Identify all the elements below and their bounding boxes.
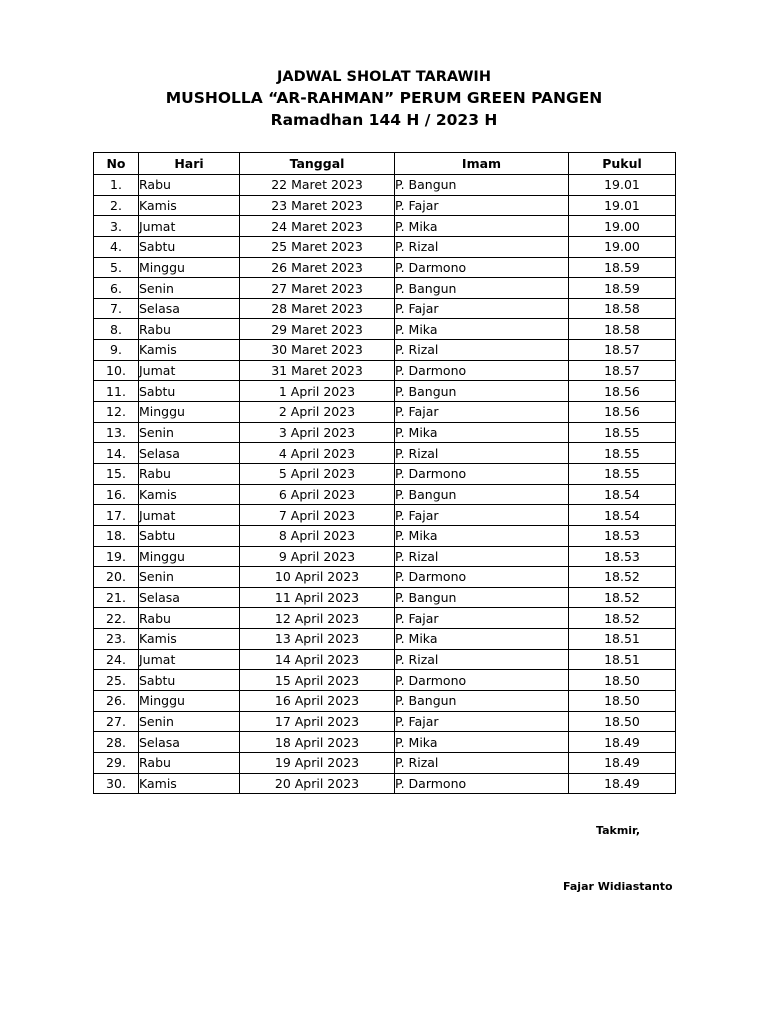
cell-no: 16. [94,484,139,505]
cell-no: 7. [94,298,139,319]
cell-hari: Minggu [139,402,240,423]
cell-pukul: 19.01 [569,175,676,196]
cell-hari: Selasa [139,298,240,319]
cell-imam: P. Darmono [395,463,569,484]
cell-hari: Senin [139,278,240,299]
cell-hari: Rabu [139,319,240,340]
cell-hari: Sabtu [139,670,240,691]
cell-tanggal: 11 April 2023 [240,587,395,608]
cell-no: 23. [94,629,139,650]
cell-tanggal: 12 April 2023 [240,608,395,629]
table-row [94,649,676,670]
table-row [94,587,676,608]
cell-pukul: 18.49 [569,773,676,794]
cell-imam: P. Bangun [395,484,569,505]
cell-tanggal: 3 April 2023 [240,422,395,443]
cell-imam: P. Fajar [395,608,569,629]
cell-hari: Senin [139,422,240,443]
cell-hari: Jumat [139,216,240,237]
cell-imam: P. Mika [395,629,569,650]
table-row [94,505,676,526]
cell-tanggal: 22 Maret 2023 [240,175,395,196]
cell-no: 5. [94,257,139,278]
title-line-2: MUSHOLLA “AR-RAHMAN” PERUM GREEN PANGEN [165,89,603,107]
cell-imam: P. Darmono [395,257,569,278]
cell-pukul: 18.54 [569,505,676,526]
cell-hari: Minggu [139,546,240,567]
cell-no: 30. [94,773,139,794]
signature-role: Takmir, [596,824,641,837]
cell-imam: P. Fajar [395,711,569,732]
cell-no: 15. [94,463,139,484]
cell-no: 10. [94,360,139,381]
cell-no: 17. [94,505,139,526]
cell-no: 12. [94,402,139,423]
table-row [94,608,676,629]
cell-tanggal: 4 April 2023 [240,443,395,464]
cell-pukul: 19.00 [569,216,676,237]
cell-tanggal: 16 April 2023 [240,691,395,712]
cell-pukul: 18.57 [569,360,676,381]
document-title [0,67,768,131]
cell-imam: P. Mika [395,422,569,443]
cell-imam: P. Rizal [395,752,569,773]
cell-pukul: 18.49 [569,732,676,753]
table-row [94,298,676,319]
cell-tanggal: 23 Maret 2023 [240,195,395,216]
cell-pukul: 18.52 [569,567,676,588]
cell-tanggal: 8 April 2023 [240,525,395,546]
cell-hari: Kamis [139,340,240,361]
cell-no: 8. [94,319,139,340]
table-header-row [94,153,676,175]
cell-imam: P. Darmono [395,360,569,381]
cell-tanggal: 5 April 2023 [240,463,395,484]
cell-imam: P. Fajar [395,505,569,526]
cell-hari: Rabu [139,175,240,196]
cell-pukul: 18.56 [569,381,676,402]
cell-pukul: 18.50 [569,691,676,712]
table-row [94,773,676,794]
cell-tanggal: 29 Maret 2023 [240,319,395,340]
title-line-1: JADWAL SHOLAT TARAWIH [277,69,491,85]
cell-tanggal: 10 April 2023 [240,567,395,588]
cell-pukul: 18.53 [569,546,676,567]
cell-hari: Kamis [139,629,240,650]
cell-tanggal: 20 April 2023 [240,773,395,794]
cell-tanggal: 17 April 2023 [240,711,395,732]
cell-imam: P. Bangun [395,278,569,299]
table-row [94,236,676,257]
cell-hari: Jumat [139,505,240,526]
cell-no: 1. [94,175,139,196]
cell-tanggal: 6 April 2023 [240,484,395,505]
table-row [94,484,676,505]
table-row [94,567,676,588]
cell-imam: P. Rizal [395,340,569,361]
cell-hari: Sabtu [139,381,240,402]
cell-no: 21. [94,587,139,608]
cell-imam: P. Fajar [395,402,569,423]
cell-pukul: 18.50 [569,711,676,732]
cell-no: 26. [94,691,139,712]
cell-imam: P. Bangun [395,381,569,402]
cell-tanggal: 28 Maret 2023 [240,298,395,319]
cell-imam: P. Darmono [395,773,569,794]
cell-no: 22. [94,608,139,629]
cell-hari: Rabu [139,608,240,629]
cell-tanggal: 7 April 2023 [240,505,395,526]
table-row [94,422,676,443]
cell-no: 25. [94,670,139,691]
cell-pukul: 18.59 [569,257,676,278]
cell-tanggal: 2 April 2023 [240,402,395,423]
cell-hari: Rabu [139,752,240,773]
column-header-pukul: Pukul [569,153,676,175]
cell-no: 19. [94,546,139,567]
cell-no: 18. [94,525,139,546]
cell-imam: P. Fajar [395,195,569,216]
table-row [94,340,676,361]
title-line-3: Ramadhan 144 H / 2023 H [270,111,498,129]
cell-imam: P. Mika [395,216,569,237]
cell-tanggal: 26 Maret 2023 [240,257,395,278]
tarawih-schedule-table [93,152,676,794]
cell-imam: P. Bangun [395,175,569,196]
table-row [94,319,676,340]
signature-name: Fajar Widiastanto [563,880,673,893]
cell-tanggal: 9 April 2023 [240,546,395,567]
cell-tanggal: 19 April 2023 [240,752,395,773]
table-row [94,752,676,773]
table-row [94,711,676,732]
cell-pukul: 18.49 [569,752,676,773]
cell-tanggal: 13 April 2023 [240,629,395,650]
cell-hari: Minggu [139,257,240,278]
cell-no: 6. [94,278,139,299]
cell-tanggal: 1 April 2023 [240,381,395,402]
cell-imam: P. Rizal [395,649,569,670]
cell-tanggal: 15 April 2023 [240,670,395,691]
table-row [94,629,676,650]
cell-no: 14. [94,443,139,464]
cell-pukul: 18.53 [569,525,676,546]
cell-imam: P. Mika [395,525,569,546]
table-row [94,381,676,402]
cell-pukul: 18.59 [569,278,676,299]
cell-no: 20. [94,567,139,588]
cell-hari: Selasa [139,587,240,608]
table-row [94,732,676,753]
table-row [94,175,676,196]
cell-pukul: 18.54 [569,484,676,505]
cell-pukul: 18.56 [569,402,676,423]
cell-no: 9. [94,340,139,361]
cell-no: 27. [94,711,139,732]
cell-hari: Kamis [139,484,240,505]
cell-pukul: 18.55 [569,443,676,464]
cell-no: 29. [94,752,139,773]
column-header-hari: Hari [139,153,240,175]
cell-pukul: 18.50 [569,670,676,691]
table-row [94,463,676,484]
cell-imam: P. Bangun [395,587,569,608]
cell-pukul: 18.57 [569,340,676,361]
cell-imam: P. Mika [395,732,569,753]
table-row [94,195,676,216]
cell-pukul: 18.55 [569,422,676,443]
table-row [94,278,676,299]
cell-hari: Sabtu [139,236,240,257]
cell-no: 3. [94,216,139,237]
cell-hari: Selasa [139,732,240,753]
table-row [94,216,676,237]
cell-imam: P. Darmono [395,567,569,588]
cell-tanggal: 25 Maret 2023 [240,236,395,257]
cell-hari: Jumat [139,649,240,670]
cell-imam: P. Rizal [395,443,569,464]
column-header-no: No [94,153,139,175]
cell-hari: Rabu [139,463,240,484]
cell-tanggal: 14 April 2023 [240,649,395,670]
table-row [94,546,676,567]
cell-imam: P. Mika [395,319,569,340]
cell-pukul: 18.58 [569,298,676,319]
table-row [94,443,676,464]
cell-hari: Sabtu [139,525,240,546]
table-row [94,257,676,278]
cell-hari: Minggu [139,691,240,712]
cell-pukul: 18.58 [569,319,676,340]
cell-no: 24. [94,649,139,670]
cell-hari: Kamis [139,773,240,794]
cell-pukul: 19.00 [569,236,676,257]
table-row [94,670,676,691]
cell-no: 13. [94,422,139,443]
cell-no: 4. [94,236,139,257]
cell-imam: P. Bangun [395,691,569,712]
table-row [94,402,676,423]
cell-pukul: 19.01 [569,195,676,216]
cell-hari: Senin [139,711,240,732]
cell-hari: Kamis [139,195,240,216]
cell-tanggal: 30 Maret 2023 [240,340,395,361]
table-row [94,360,676,381]
cell-tanggal: 31 Maret 2023 [240,360,395,381]
cell-hari: Senin [139,567,240,588]
cell-no: 11. [94,381,139,402]
cell-imam: P. Rizal [395,546,569,567]
cell-no: 2. [94,195,139,216]
cell-pukul: 18.52 [569,608,676,629]
column-header-imam: Imam [395,153,569,175]
cell-pukul: 18.55 [569,463,676,484]
column-header-tanggal: Tanggal [240,153,395,175]
cell-imam: P. Rizal [395,236,569,257]
cell-tanggal: 27 Maret 2023 [240,278,395,299]
table-row [94,691,676,712]
cell-no: 28. [94,732,139,753]
cell-tanggal: 24 Maret 2023 [240,216,395,237]
cell-pukul: 18.51 [569,649,676,670]
cell-pukul: 18.52 [569,587,676,608]
cell-hari: Jumat [139,360,240,381]
cell-imam: P. Darmono [395,670,569,691]
cell-hari: Selasa [139,443,240,464]
table-body [94,175,676,794]
cell-pukul: 18.51 [569,629,676,650]
table-row [94,525,676,546]
cell-tanggal: 18 April 2023 [240,732,395,753]
cell-imam: P. Fajar [395,298,569,319]
